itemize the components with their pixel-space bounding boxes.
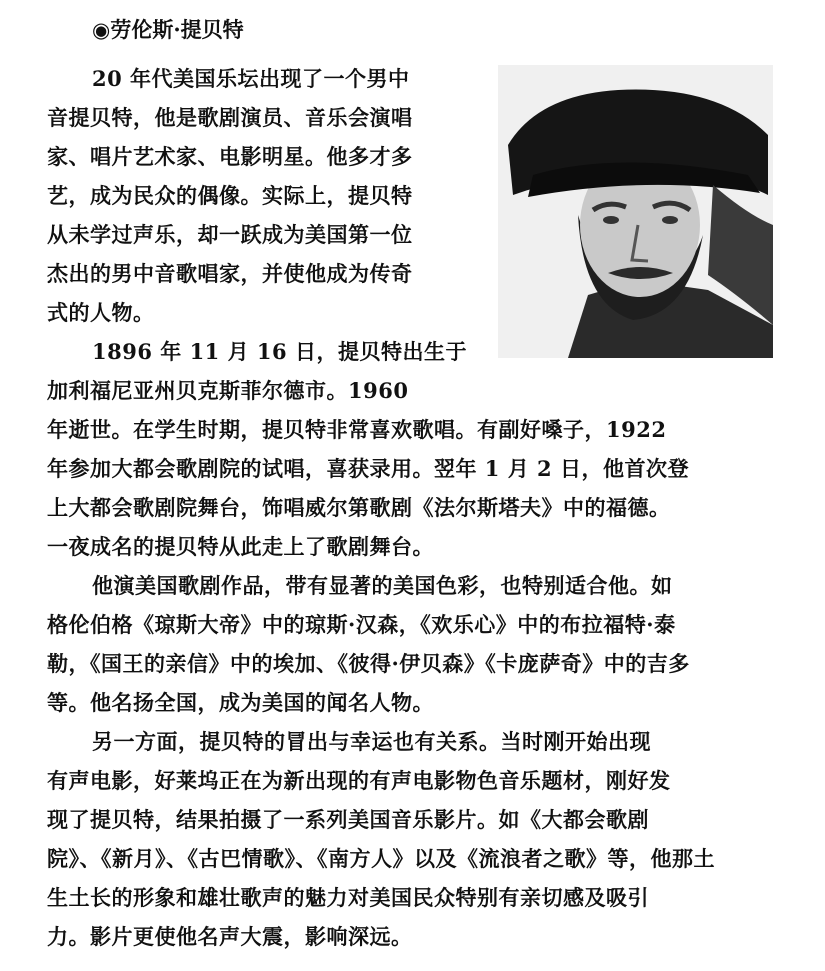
text-line: 他演美国歌剧作品，带有显著的美国色彩，也特别适合他。如 <box>92 573 673 598</box>
text-line: 院》、《新月》、《古巴情歌》、《南方人》以及《流浪者之歌》等，他那土 <box>47 846 715 871</box>
text-line: 加利福尼亚州贝克斯菲尔德市。1960 <box>47 378 409 403</box>
text-line: 家、唱片艺术家、电影明星。他多才多 <box>47 144 413 169</box>
text-line: 20 年代美国乐坛出现了一个男中 <box>92 66 410 91</box>
text-line: 艺，成为民众的偶像。实际上，提贝特 <box>47 183 413 208</box>
text-line: 1896 年 11 月 16 日，提贝特出生于 <box>92 339 467 364</box>
text-line: 格伦伯格《琼斯大帝》中的琼斯·汉森，《欢乐心》中的布拉福特·泰 <box>47 612 676 637</box>
text-line: 生土长的形象和雄壮歌声的魅力对美国民众特别有亲切感及吸引 <box>47 885 649 910</box>
text-line: 上大都会歌剧院舞台，饰唱威尔第歌剧《法尔斯塔夫》中的福德。 <box>47 495 671 520</box>
text-line: 勒，《国王的亲信》中的埃加、《彼得·伊贝森》《卡庞萨奇》中的吉多 <box>47 651 690 676</box>
text-line: 另一方面，提贝特的冒出与幸运也有关系。当时刚开始出现 <box>92 729 651 754</box>
section-heading: ◉劳伦斯·提贝特 <box>92 17 244 42</box>
portrait-illustration <box>498 65 773 358</box>
portrait-photo <box>498 65 773 358</box>
text-line: 一夜成名的提贝特从此走上了歌剧舞台。 <box>47 534 434 559</box>
text-line: 力。影片更使他名声大震，影响深远。 <box>47 924 413 949</box>
text-line: 现了提贝特，结果拍摄了一系列美国音乐影片。如《大都会歌剧 <box>47 807 649 832</box>
text-line: 式的人物。 <box>47 300 155 325</box>
text-line: 音提贝特，他是歌剧演员、音乐会演唱 <box>47 105 413 130</box>
text-line: 年逝世。在学生时期，提贝特非常喜欢歌唱。有副好嗓子，1922 <box>47 417 667 442</box>
text-line: 年参加大都会歌剧院的试唱，喜获录用。翌年 1 月 2 日，他首次登 <box>47 456 689 481</box>
text-line: 从未学过声乐，却一跃成为美国第一位 <box>47 222 413 247</box>
text-line: 有声电影，好莱坞正在为新出现的有声电影物色音乐题材，刚好发 <box>47 768 671 793</box>
text-line: 杰出的男中音歌唱家，并使他成为传奇 <box>47 261 413 286</box>
text-line: 等。他名扬全国，成为美国的闻名人物。 <box>47 690 434 715</box>
